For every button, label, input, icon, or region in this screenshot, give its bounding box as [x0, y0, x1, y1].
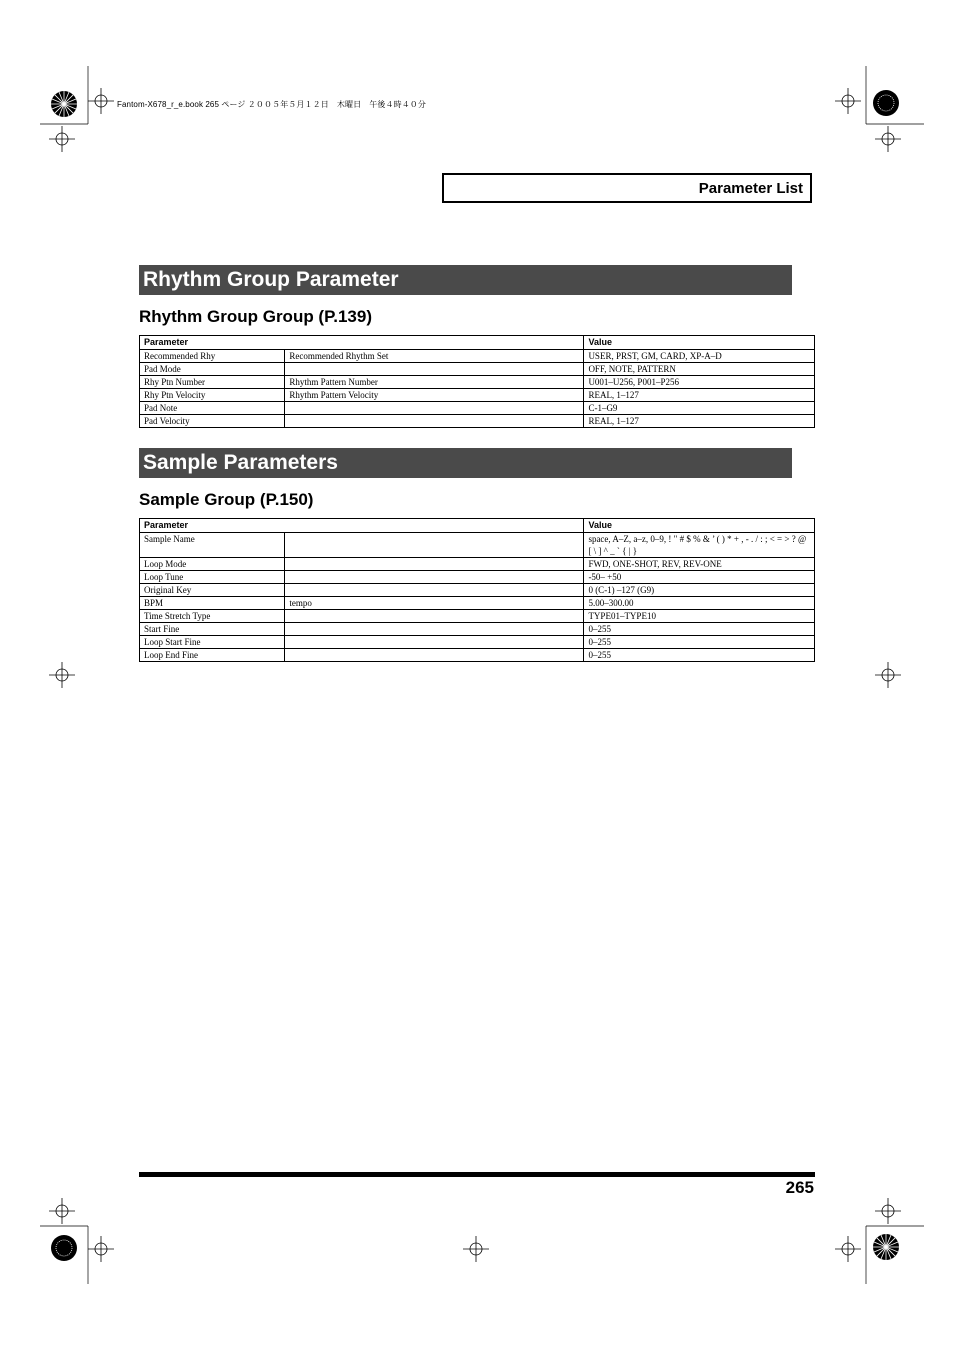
parameter-cell: BPM — [140, 597, 285, 610]
subsection-title-sample-group: Sample Group (P.150) — [139, 490, 314, 509]
parameter-cell: Original Key — [140, 584, 285, 597]
value-cell: U001–U256, P001–P256 — [584, 376, 815, 389]
parameter-cell: Loop Tune — [140, 571, 285, 584]
parameter-cell: Pad Note — [140, 402, 285, 415]
parameter-cell: Loop Mode — [140, 558, 285, 571]
description-cell: Rhythm Pattern Number — [285, 376, 584, 389]
section-title-sample-parameters: Sample Parameters — [139, 448, 792, 478]
value-cell: 0–255 — [584, 649, 815, 662]
column-header-value: Value — [584, 336, 815, 350]
value-cell: C-1–G9 — [584, 402, 815, 415]
parameter-cell: Pad Velocity — [140, 415, 285, 428]
value-cell: space, A–Z, a–z, 0–9, ! " # $ % & ’ ( ) * + , - . / : ; < = > ? @ [ \ ] ^ _ ` { | } — [584, 533, 815, 558]
subsection-title-rhythm-group: Rhythm Group Group (P.139) — [139, 307, 372, 326]
value-cell: -50– +50 — [584, 571, 815, 584]
column-header-value: Value — [584, 519, 815, 533]
value-cell: REAL, 1–127 — [584, 389, 815, 402]
value-cell: TYPE01–TYPE10 — [584, 610, 815, 623]
parameter-cell: Sample Name — [140, 533, 285, 558]
parameter-cell: Loop Start Fine — [140, 636, 285, 649]
description-cell: Rhythm Pattern Velocity — [285, 389, 584, 402]
value-cell: REAL, 1–127 — [584, 415, 815, 428]
value-cell: OFF, NOTE, PATTERN — [584, 363, 815, 376]
page-number: 265 — [785, 1178, 814, 1197]
value-cell: 0–255 — [584, 636, 815, 649]
section-title-rhythm-group: Rhythm Group Parameter — [139, 265, 792, 295]
parameter-cell: Rhy Ptn Velocity — [140, 389, 285, 402]
book-header-meta: Fantom-X678_r_e.book 265 ページ ２００５年５月１２日 木曜日 午後４時４０分 — [117, 100, 427, 109]
description-cell: tempo — [285, 597, 584, 610]
value-cell: 0–255 — [584, 623, 815, 636]
parameter-cell: Start Fine — [140, 623, 285, 636]
parameter-cell: Rhy Ptn Number — [140, 376, 285, 389]
parameter-cell: Recommended Rhy — [140, 350, 285, 363]
value-cell: USER, PRST, GM, CARD, XP-A–D — [584, 350, 815, 363]
value-cell: 5.00–300.00 — [584, 597, 815, 610]
value-cell: 0 (C-1) –127 (G9) — [584, 584, 815, 597]
parameter-cell: Loop End Fine — [140, 649, 285, 662]
column-header-parameter: Parameter — [140, 519, 584, 533]
parameter-cell: Time Stretch Type — [140, 610, 285, 623]
description-cell: Recommended Rhythm Set — [285, 350, 584, 363]
parameter-cell: Pad Mode — [140, 363, 285, 376]
value-cell: FWD, ONE-SHOT, REV, REV-ONE — [584, 558, 815, 571]
running-head: Parameter List — [698, 180, 803, 197]
column-header-parameter: Parameter — [140, 336, 584, 350]
